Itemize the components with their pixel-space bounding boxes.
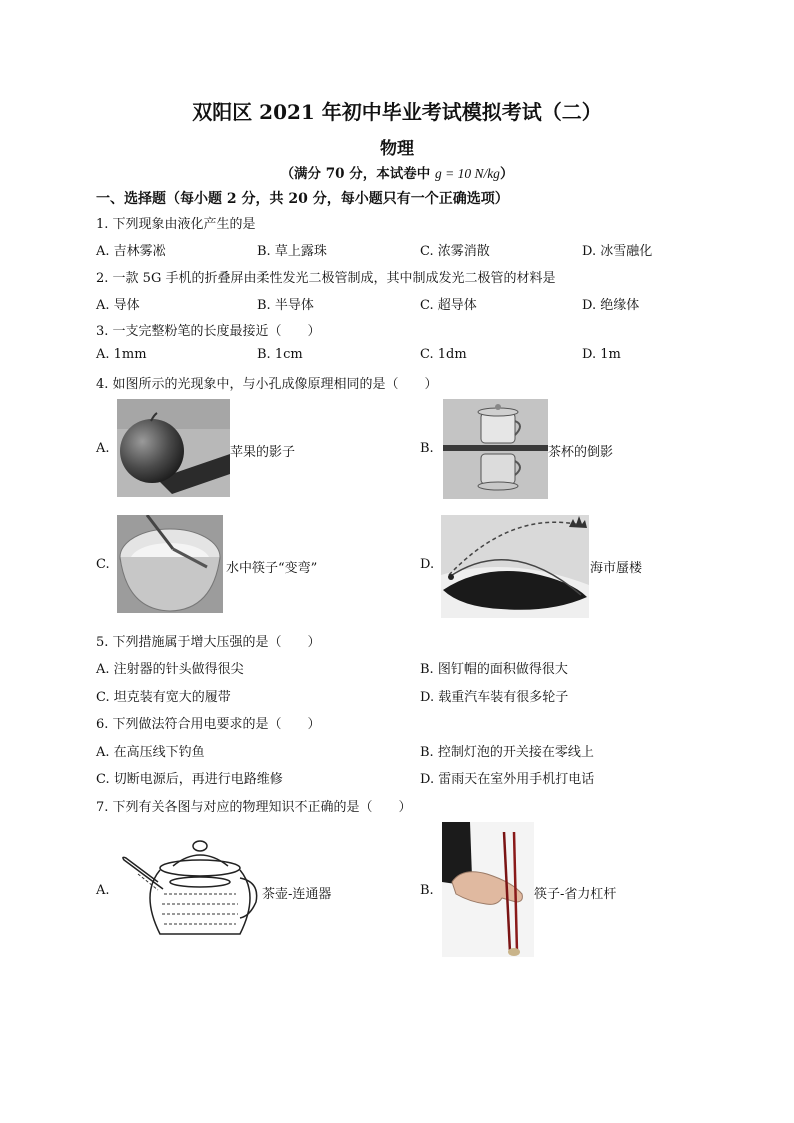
q7-option-a-letter: A. bbox=[96, 883, 110, 898]
q1-option-c: C. 浓雾消散 bbox=[420, 244, 490, 259]
exam-subject: 物理 bbox=[380, 139, 414, 159]
q4-option-b-letter: B. bbox=[420, 441, 434, 456]
q4-stem: 4. 如图所示的光现象中，与小孔成像原理相同的是（ ） bbox=[96, 377, 438, 392]
q5-stem: 5. 下列措施属于增大压强的是（ ） bbox=[96, 635, 321, 650]
q7-option-b-letter: B. bbox=[420, 883, 434, 898]
q3-option-a: A. 1mm bbox=[96, 347, 147, 362]
q4-option-d-caption: 海市蜃楼 bbox=[590, 561, 643, 576]
q2-option-d: D. 绝缘体 bbox=[582, 298, 640, 313]
note-prefix: （满分 70 分，本试卷中 bbox=[280, 166, 435, 182]
q2-option-b: B. 半导体 bbox=[257, 298, 314, 313]
q6-option-c: C. 切断电源后，再进行电路维修 bbox=[96, 772, 283, 787]
teacup-reflection-photo bbox=[443, 399, 548, 499]
q7-option-a-caption: 茶壶-连通器 bbox=[262, 887, 332, 902]
q4-option-a-caption: 苹果的影子 bbox=[230, 445, 296, 460]
exam-note bbox=[0, 162, 794, 182]
q5-option-c: C. 坦克装有宽大的履带 bbox=[96, 690, 231, 705]
q1-option-b: B. 草上露珠 bbox=[257, 244, 327, 259]
q1-option-d: D. 冰雪融化 bbox=[582, 244, 653, 259]
q4-option-d-letter: D. bbox=[420, 557, 435, 572]
q2-stem: 2. 一款 5G 手机的折叠屏由柔性发光二极管制成，其中制成发光二极管的材料是 bbox=[96, 271, 556, 286]
q6-option-d: D. 雷雨天在室外用手机打电话 bbox=[420, 772, 595, 787]
teapot-diagram bbox=[118, 834, 262, 944]
q6-option-a: A. 在高压线下钓鱼 bbox=[96, 745, 205, 760]
q5-option-b: B. 图钉帽的面积做得很大 bbox=[420, 662, 568, 677]
mirage-diagram bbox=[441, 515, 589, 618]
q5-option-d: D. 载重汽车装有很多轮子 bbox=[420, 690, 569, 705]
q4-option-c-caption: 水中筷子“变弯” bbox=[226, 561, 318, 576]
section-heading: 一、选择题（每小题 2 分，共 20 分，每小题只有一个正确选项） bbox=[96, 191, 509, 207]
q2-option-c: C. 超导体 bbox=[420, 298, 477, 313]
chopsticks-hand-photo bbox=[442, 822, 534, 957]
q7-option-b-caption: 筷子-省力杠杆 bbox=[534, 887, 617, 902]
q1-stem: 1. 下列现象由液化产生的是 bbox=[96, 217, 256, 232]
q2-option-a: A. 导体 bbox=[96, 298, 140, 313]
q7-stem: 7. 下列有关各图与对应的物理知识不正确的是（ ） bbox=[96, 800, 412, 815]
note-suffix: ） bbox=[499, 166, 514, 182]
q6-stem: 6. 下列做法符合用电要求的是（ ） bbox=[96, 717, 321, 732]
chopstick-water-photo bbox=[117, 515, 223, 613]
q3-option-d: D. 1m bbox=[582, 347, 621, 362]
q6-option-b: B. 控制灯泡的开关接在零线上 bbox=[420, 745, 594, 760]
exam-title: 双阳区 2021 年初中毕业考试模拟考试（二） bbox=[192, 100, 602, 124]
q1-option-a: A. 吉林雾凇 bbox=[96, 244, 166, 259]
q4-option-a-letter: A. bbox=[96, 441, 110, 456]
q5-option-a: A. 注射器的针头做得很尖 bbox=[96, 662, 244, 677]
q3-option-b: B. 1cm bbox=[257, 347, 303, 362]
q3-stem: 3. 一支完整粉笔的长度最接近（ ） bbox=[96, 324, 321, 339]
q4-option-c-letter: C. bbox=[96, 557, 110, 572]
q3-option-c: C. 1dm bbox=[420, 347, 467, 362]
note-formula: g = 10 N/kg bbox=[434, 166, 500, 181]
apple-shadow-photo bbox=[117, 399, 230, 497]
q4-option-b-caption: 茶杯的倒影 bbox=[548, 445, 614, 460]
